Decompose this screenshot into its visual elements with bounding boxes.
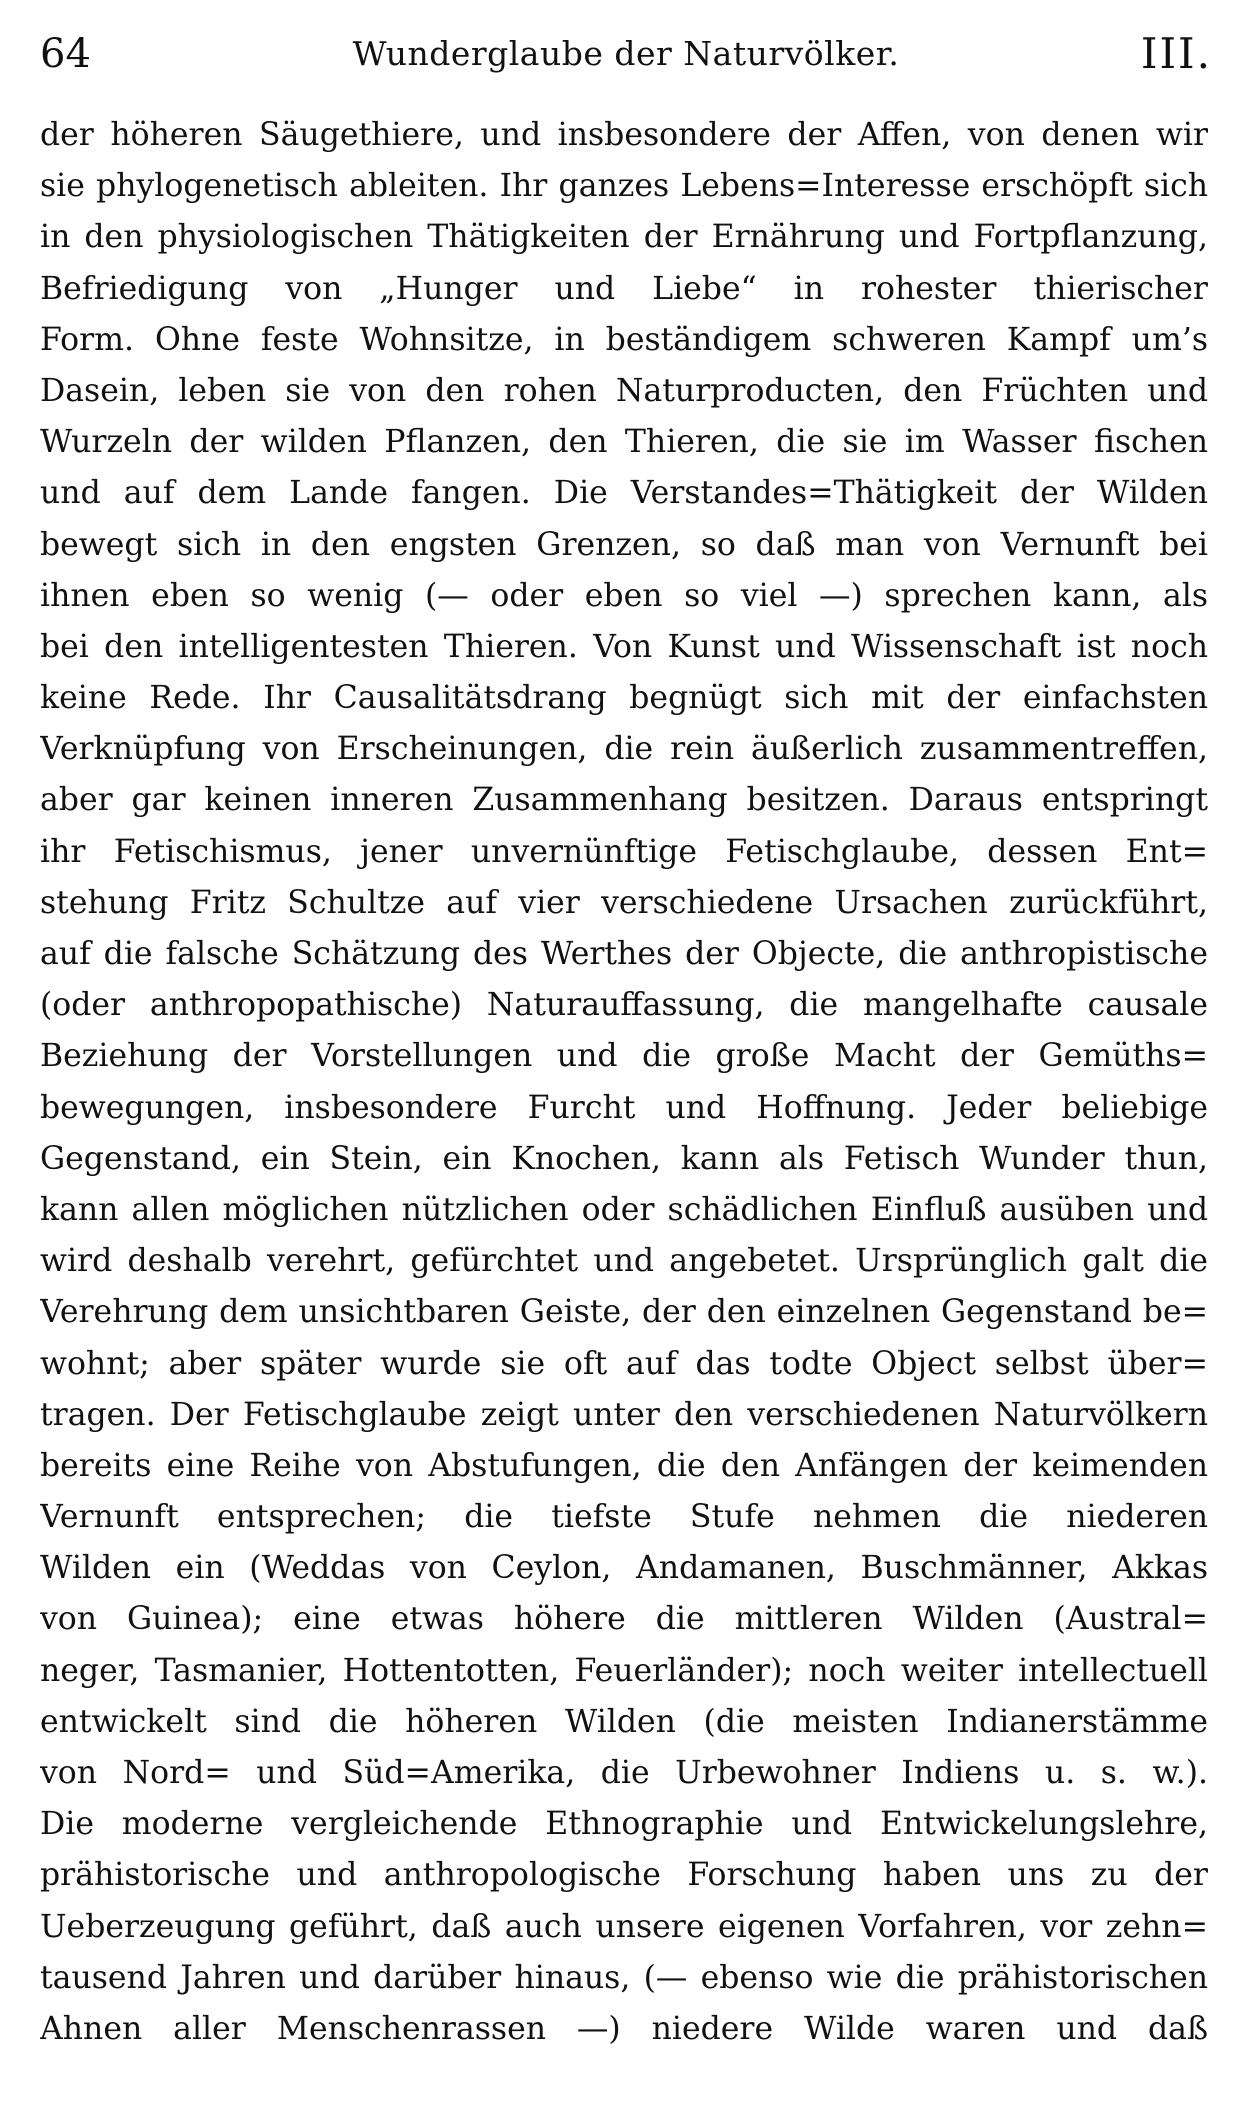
text-line: aber gar keinen inneren Zusammenhang besitzen. Daraus entspringt	[40, 782, 1208, 819]
body-text	[40, 110, 1208, 2055]
text-line: stehung Fritz Schultze auf vier verschiedene Ursachen zurückführt,	[40, 884, 1208, 921]
text-line: in den physiologischen Thätigkeiten der Ernährung und Fortpflanzung,	[40, 219, 1208, 256]
text-line: Ahnen aller Menschenrassen —) niedere Wilde waren und daß	[40, 2010, 1208, 2047]
text-line: ihnen eben so wenig (— oder eben so viel —) sprechen kann, als	[40, 577, 1208, 614]
page-header	[40, 24, 1212, 84]
text-line: von Guinea); eine etwas höhere die mittleren Wilden (Austral=	[40, 1601, 1208, 1638]
chapter-number: III.	[1140, 29, 1212, 78]
text-line: tausend Jahren und darüber hinaus, (— ebenso wie die prähistorischen	[40, 1959, 1208, 1996]
text-line: keine Rede. Ihr Causalitätsdrang begnügt sich mit der einfachsten	[40, 680, 1208, 717]
text-line: bewegungen, insbesondere Furcht und Hoffnung. Jeder beliebige	[40, 1089, 1208, 1126]
text-line: ihr Fetischismus, jener unvernünftige Fetischglaube, dessen Ent=	[40, 833, 1208, 870]
text-line: Beziehung der Vorstellungen und die große Macht der Gemüths=	[40, 1038, 1208, 1075]
text-line: sie phylogenetisch ableiten. Ihr ganzes Lebens=Interesse erschöpft sich	[40, 168, 1208, 205]
text-line: Gegenstand, ein Stein, ein Knochen, kann als Fetisch Wunder thun,	[40, 1140, 1208, 1177]
text-line: Vernunft entsprechen; die tiefste Stufe nehmen die niederen	[40, 1499, 1208, 1536]
text-line: Verknüpfung von Erscheinungen, die rein äußerlich zusammentreffen,	[40, 731, 1208, 768]
text-line: Die moderne vergleichende Ethnographie und Entwickelungslehre,	[40, 1806, 1208, 1843]
text-line: Wurzeln der wilden Pflanzen, den Thieren, die sie im Wasser fischen	[40, 424, 1208, 461]
text-line: tragen. Der Fetischglaube zeigt unter den verschiedenen Naturvölkern	[40, 1396, 1208, 1433]
text-line: bei den intelligentesten Thieren. Von Kunst und Wissenschaft ist noch	[40, 628, 1208, 665]
text-line: wird deshalb verehrt, gefürchtet und angebetet. Ursprünglich galt die	[40, 1243, 1208, 1280]
text-line: (oder anthropopathische) Naturauffassung, die mangelhafte causale	[40, 987, 1208, 1024]
text-line: Verehrung dem unsichtbaren Geiste, der den einzelnen Gegenstand be=	[40, 1294, 1208, 1331]
text-line: wohnt; aber später wurde sie oft auf das todte Object selbst über=	[40, 1345, 1208, 1382]
text-line: kann allen möglichen nützlichen oder schädlichen Einfluß ausüben und	[40, 1191, 1208, 1228]
text-line: neger, Tasmanier, Hottentotten, Feuerländer); noch weiter intellectuell	[40, 1652, 1208, 1689]
text-line: Dasein, leben sie von den rohen Naturproducten, den Früchten und	[40, 372, 1208, 409]
text-line: Form. Ohne feste Wohnsitze, in beständigem schweren Kampf um’s	[40, 321, 1208, 358]
text-line: und auf dem Lande fangen. Die Verstandes=Thätigkeit der Wilden	[40, 475, 1208, 512]
running-title: Wunderglaube der Naturvölker.	[352, 34, 900, 73]
page-number: 64	[40, 31, 91, 77]
text-line: Ueberzeugung geführt, daß auch unsere eigenen Vorfahren, vor zehn=	[40, 1908, 1208, 1945]
text-line: bereits eine Reihe von Abstufungen, die den Anfängen der keimenden	[40, 1447, 1208, 1484]
text-line: entwickelt sind die höheren Wilden (die meisten Indianerstämme	[40, 1703, 1208, 1740]
text-line: Wilden ein (Weddas von Ceylon, Andamanen, Buschmänner, Akkas	[40, 1550, 1208, 1587]
text-line: von Nord= und Süd=Amerika, die Urbewohner Indiens u. s. w.).	[40, 1755, 1208, 1791]
text-line: der höheren Säugethiere, und insbesondere der Affen, von denen wir	[40, 117, 1208, 153]
text-line: auf die falsche Schätzung des Werthes der Objecte, die anthropistische	[40, 936, 1208, 972]
text-line: Befriedigung von „Hunger und Liebe“ in rohester thierischer	[40, 270, 1208, 307]
text-line: bewegt sich in den engsten Grenzen, so daß man von Vernunft bei	[40, 526, 1208, 563]
text-line: prähistorische und anthropologische Forschung haben uns zu der	[40, 1857, 1208, 1894]
